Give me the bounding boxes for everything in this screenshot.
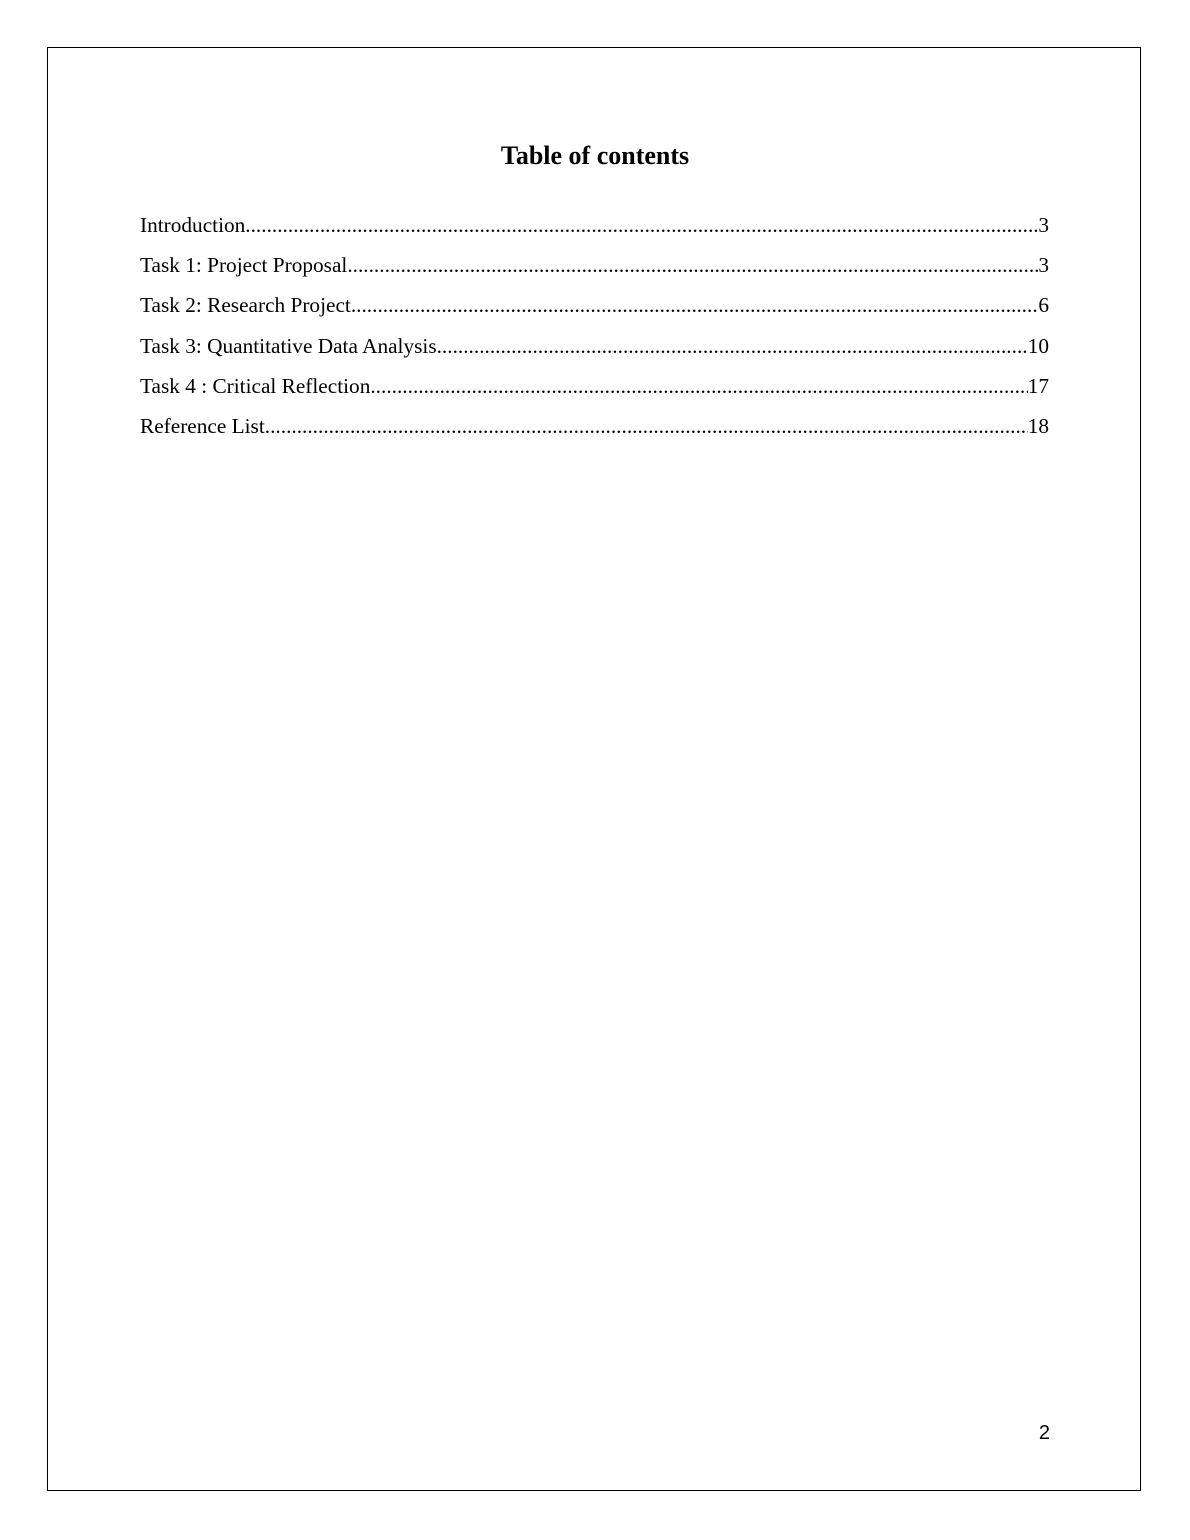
toc-entry-task-3[interactable] (140, 331, 1049, 371)
toc-entry-label: Task 4 : Critical Reflection (140, 373, 371, 398)
toc-entry-label: Task 3: Quantitative Data Analysis (140, 333, 437, 358)
toc-entry-label: Introduction (140, 213, 246, 237)
toc-dot-leader (347, 250, 1038, 280)
toc-entry-page: 3 (1038, 213, 1049, 237)
toc-dot-leader (245, 210, 1038, 240)
toc-entry-page: 6 (1038, 293, 1049, 318)
toc-entry-page: 3 (1038, 253, 1049, 278)
toc-entry-introduction[interactable] (140, 210, 1049, 250)
toc-entry-reference-list[interactable] (140, 411, 1049, 451)
toc-entry-task-2[interactable] (140, 290, 1049, 330)
toc-dot-leader (265, 411, 1028, 441)
toc-entry-label: Reference List (140, 413, 265, 438)
toc-entry-label: Task 1: Project Proposal (140, 253, 348, 278)
page-number: 2 (1038, 1422, 1050, 1444)
page-title: Table of contents (500, 141, 690, 170)
toc-entry-page: 18 (1027, 413, 1049, 438)
toc-list (140, 210, 1049, 451)
toc-dot-leader (437, 331, 1028, 361)
toc-entry-page: 10 (1027, 333, 1049, 358)
toc-entry-label: Task 2: Research Project (140, 293, 351, 318)
toc-entry-task-4[interactable] (140, 371, 1049, 411)
toc-dot-leader (370, 371, 1027, 401)
toc-dot-leader (351, 290, 1039, 320)
toc-entry-task-1[interactable] (140, 250, 1049, 290)
toc-entry-page: 17 (1027, 373, 1049, 398)
